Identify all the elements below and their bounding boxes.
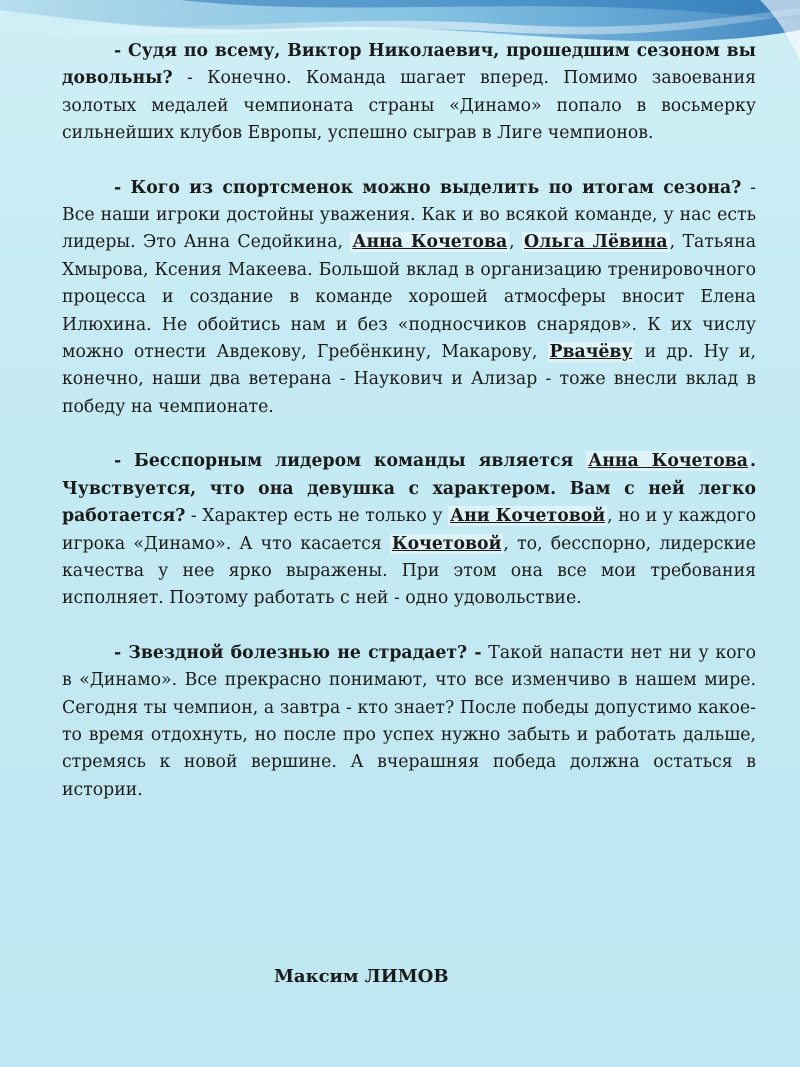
paragraph-1 (62, 38, 756, 148)
author-signature: Максим ЛИМОВ (274, 966, 449, 987)
highlighted-name: Ольга Лёвина (524, 232, 668, 253)
paragraph-3 (62, 448, 756, 612)
question-2: - Кого из спортсменок можно выделить по итогам сезона? (114, 177, 742, 198)
paragraph-2 (62, 175, 756, 422)
question-3-part-1: - Бесспорным лидером команды является (114, 451, 587, 472)
question-4: - Звездной болезнью не страдает? - (114, 642, 482, 663)
answer-4: Такой напасти нет ни у кого в «Динамо». Все прекрасно понимают, что все изменчиво в нашем мире. Сегодня ты чемпион, а завтра - кто знает? После победы допустимо какое-то время отдохнуть, но после про успех нужно забыть и работать дальше, стремясь к новой вершине. А вчерашняя победа должна остаться в истории. (62, 642, 756, 800)
answer-1: - Конечно. Команда шагает вперед. Помимо завоевания золотых медалей чемпионата страны «Динамо» попало в восьмерку сильнейших клубов Европы, успешно сыграв в Лиге чемпионов. (62, 68, 756, 144)
answer-3-part-1: - Характер есть не только у (185, 506, 449, 527)
highlighted-name: Кочетовой (391, 533, 502, 554)
highlighted-name: Анна Кочетова (588, 451, 748, 472)
highlighted-name: Ани Кочетовой (450, 506, 606, 527)
answer-3-part-2: , но и у каждого игрока «Динамо». А что касается (62, 506, 756, 554)
answer-2-part-2: , (509, 232, 523, 253)
answer-3-part-3: , то, бесспорно, лидерские качества у нее ярко выражены. При этом она все мои требования исполняет. Поэтому работать с ней - одно удовольствие. (62, 533, 756, 609)
answer-2-part-1: - Все наши игроки достойны уважения. Как и во всякой команде, у нас есть лидеры. Это Анна Седойкина, (62, 177, 756, 253)
question-3-part-2: . Чувствуется, что она девушка с характером. Вам с ней легко работается? (62, 451, 756, 527)
question-1: - Судя по всему, Виктор Николаевич, прошедшим сезоном вы довольны? (62, 41, 756, 89)
highlighted-name: Анна Кочетова (352, 232, 508, 253)
answer-2-part-4: и др. Ну и, конечно, наши два ветерана - Наукович и Ализар - тоже внесли вклад в победу на чемпионате. (62, 342, 757, 417)
highlighted-name: Рвачёву (549, 342, 633, 363)
answer-2-part-3: , Татьяна Хмырова, Ксения Макеева. Большой вклад в организацию тренировочного процесса и создание в команде хорошей атмосферы вносит Елена Илюхина. Не обойтись нам и без «подносчиков снарядов». К их числу можно отнести Авдекову, Гребёнкину, Макарову, (62, 232, 756, 363)
article (62, 38, 756, 804)
paragraph-4 (62, 640, 756, 804)
